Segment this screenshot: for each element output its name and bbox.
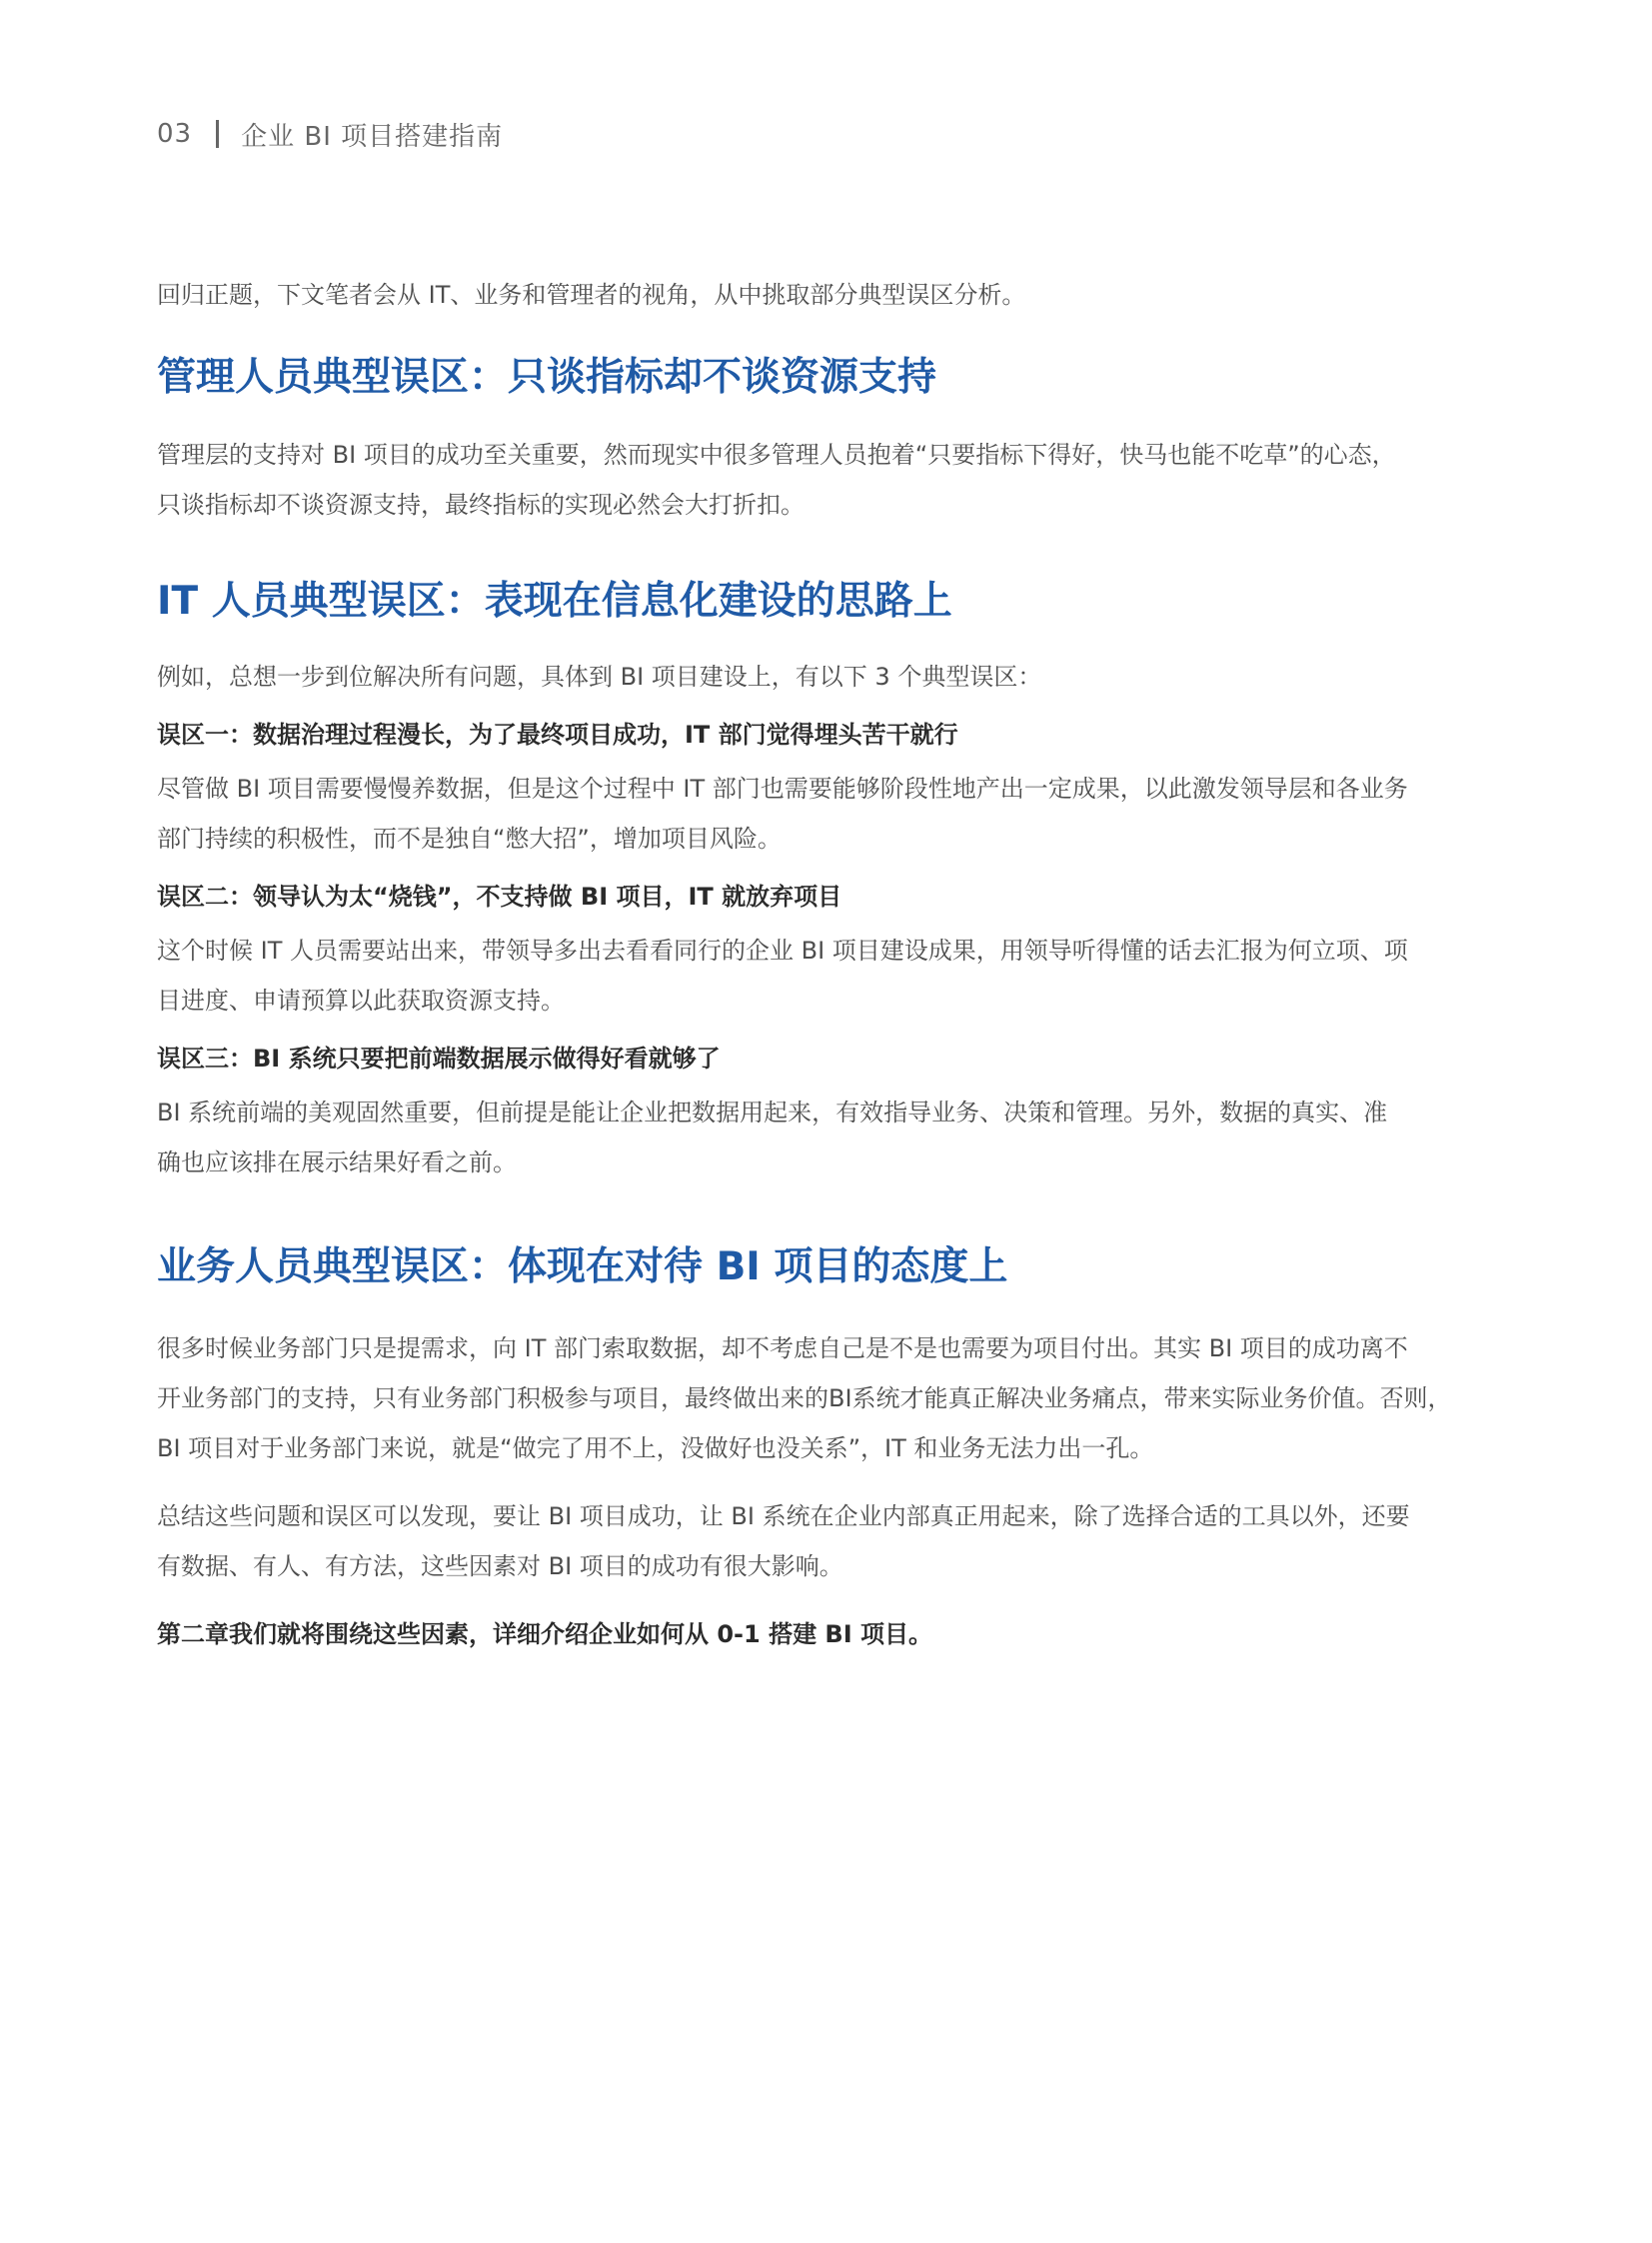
paragraph-line: 目进度、申请预算以此获取资源支持。 [157, 987, 565, 1015]
it-misconception-1 [157, 710, 1456, 864]
it-misconception-3 [157, 1034, 1456, 1187]
paragraph-line: 尽管做 BI 项目需要慢慢养数据，但是这个过程中 IT 部门也需要能够阶段性地产出一定成果，以此激发领导层和各业务 [157, 775, 1408, 803]
misconception-heading: 误区三：BI 系统只要把前端数据展示做得好看就够了 [157, 1045, 721, 1073]
page-content [157, 270, 1456, 1659]
paragraph-line: 有数据、有人、有方法，这些因素对 BI 项目的成功有很大影响。 [157, 1552, 843, 1580]
header-divider [216, 120, 219, 148]
paragraph-line: 很多时候业务部门只是提需求，向 IT 部门索取数据，却不考虑自己是不是也需要为项目付出。其实 BI 项目的成功离不 [157, 1334, 1408, 1362]
management-paragraph [157, 430, 1456, 530]
business-paragraph [157, 1323, 1456, 1473]
section-title-management: 管理人员典型误区：只谈指标却不谈资源支持 [157, 355, 937, 400]
intro-paragraph: 回归正题，下文笔者会从 IT、业务和管理者的视角，从中挑取部分典型误区分析。 [157, 281, 1026, 309]
section-title-business: 业务人员典型误区：体现在对待 BI 项目的态度上 [157, 1244, 1008, 1289]
page-number: 03 [157, 119, 193, 149]
paragraph-line: BI 系统前端的美观固然重要，但前提是能让企业把数据用起来，有效指导业务、决策和管理。另外，数据的真实、准 [157, 1099, 1388, 1126]
paragraph-line: 开业务部门的支持，只有业务部门积极参与项目，最终做出来的BI系统才能真正解决业务痛点，带来实际业务价值。否则， [157, 1384, 1452, 1412]
summary-paragraph [157, 1491, 1456, 1591]
paragraph-line: 确也应该排在展示结果好看之前。 [157, 1148, 517, 1176]
misconception-heading: 误区二：领导认为太“烧钱”，不支持做 BI 项目，IT 就放弃项目 [157, 883, 842, 911]
misconception-heading: 误区一：数据治理过程漫长，为了最终项目成功，IT 部门觉得埋头苦干就行 [157, 721, 958, 749]
paragraph-line: BI 项目对于业务部门来说，就是“做完了用不上，没做好也没关系”，IT 和业务无法力出一孔。 [157, 1434, 1154, 1462]
paragraph-line: 这个时候 IT 人员需要站出来，带领导多出去看看同行的企业 BI 项目建设成果，用领导听得懂的话去汇报为何立项、项 [157, 937, 1408, 965]
paragraph-line: 只谈指标却不谈资源支持，最终指标的实现必然会大打折扣。 [157, 491, 805, 519]
document-title: 企业 BI 项目搭建指南 [241, 121, 504, 152]
paragraph-line: 部门持续的积极性，而不是独自“憋大招”，增加项目风险。 [157, 825, 782, 853]
section-title-it: IT 人员典型误区：表现在信息化建设的思路上 [157, 579, 952, 624]
it-misconception-2 [157, 872, 1456, 1026]
paragraph-line: 管理层的支持对 BI 项目的成功至关重要，然而现实中很多管理人员抱着“只要指标下得好，快马也能不吃草”的心态， [157, 441, 1396, 469]
closing-statement: 第二章我们就将围绕这些因素，详细介绍企业如何从 0-1 搭建 BI 项目。 [157, 1620, 933, 1648]
paragraph-line: 总结这些问题和误区可以发现，要让 BI 项目成功，让 BI 系统在企业内部真正用起来，除了选择合适的工具以外，还要 [157, 1502, 1410, 1530]
it-intro-paragraph: 例如，总想一步到位解决所有问题，具体到 BI 项目建设上，有以下 3 个典型误区： [157, 663, 1042, 691]
page-header [157, 114, 503, 154]
